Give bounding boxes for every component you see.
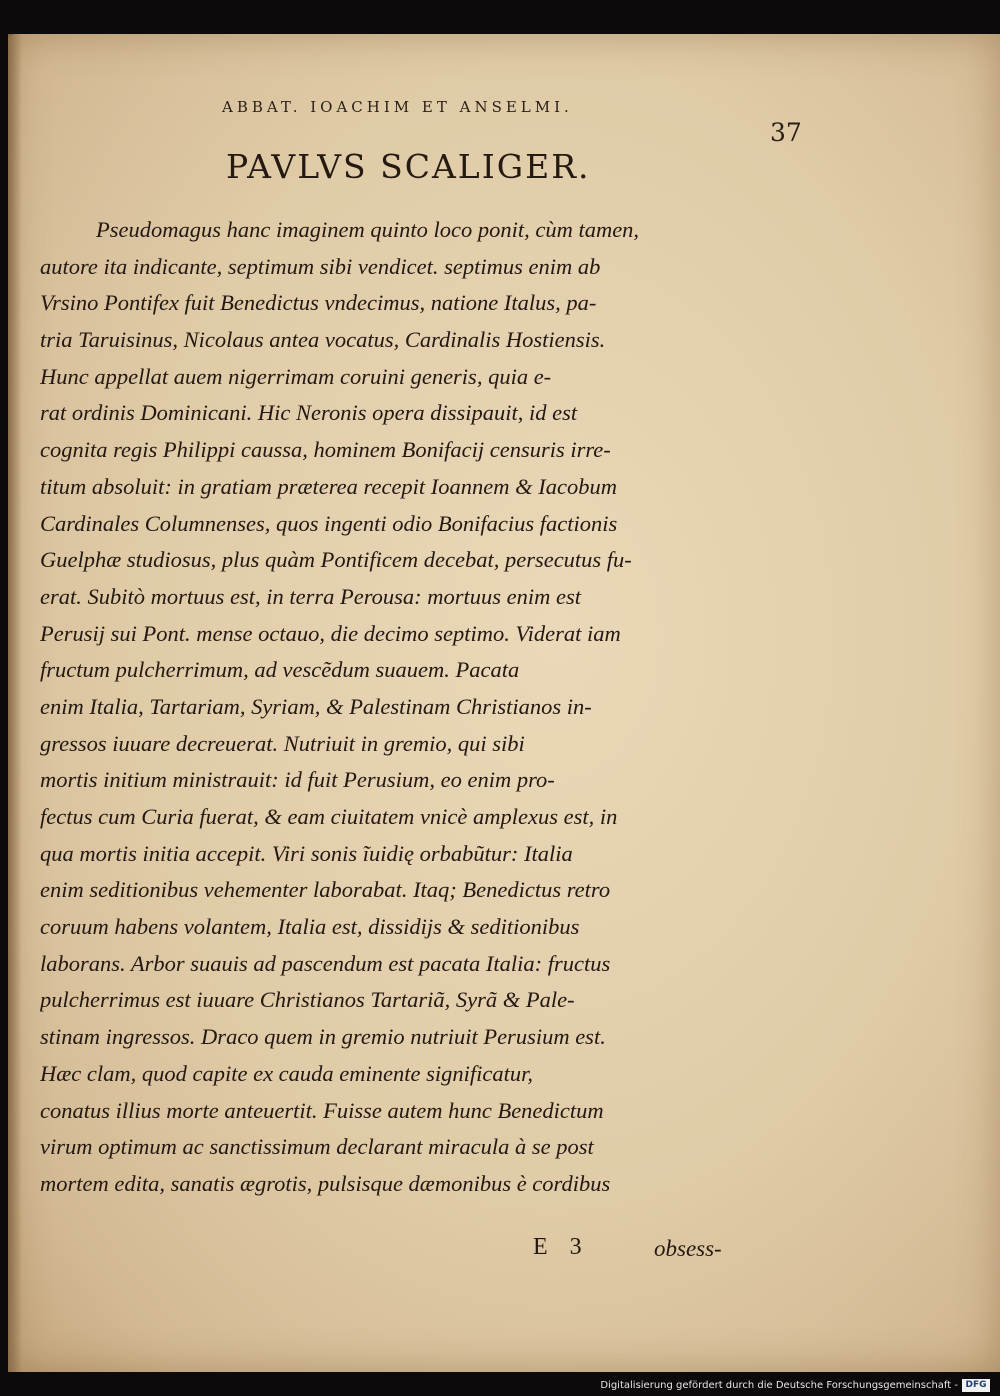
page-gutter-shadow: [8, 34, 22, 1372]
text-line: Pseudomagus hanc imaginem quinto loco ponit, cùm tamen,: [96, 217, 640, 242]
dfg-logo-icon: DFG: [962, 1379, 990, 1392]
catchword: obsess-: [654, 1236, 722, 1261]
text-line: virum optimum ac sanctissimum declarant miracula à se post: [40, 1134, 594, 1160]
text-line: fructum pulcherrimum, ad vescẽdum suauem. Pacata: [40, 657, 520, 683]
text-line: qua mortis initia accepit. Viri sonis ĩuidię orbabũtur: Italia: [40, 840, 573, 866]
text-line: Cardinales Columnenses, quos ingenti odio Bonifacius factionis: [40, 510, 618, 536]
text-line: autore ita indicante, septimum sibi vendicet. septimus enim ab: [40, 253, 601, 279]
text-line: coruum habens volantem, Italia est, dissidijs & seditionibus: [40, 914, 580, 940]
running-head: ABBAT. IOACHIM ET ANSELMI.: [222, 98, 573, 116]
text-line: cognita regis Philippi caussa, hominem Bonifacij censuris irre-: [40, 437, 611, 463]
text-line: conatus illius morte anteuertit. Fuisse autem hunc Benedictum: [40, 1097, 604, 1123]
text-line: gressos iuuare decreuerat. Nutriuit in gremio, qui sibi: [40, 730, 525, 756]
body-text: [40, 212, 780, 1203]
text-line: Vrsino Pontifex fuit Benedictus vndecimus, natione Italus, pa-: [40, 290, 597, 316]
text-line: erat. Subitò mortuus est, in terra Perousa: mortuus enim est: [40, 583, 582, 609]
text-line: laborans. Arbor suauis ad pascendum est pacata Italia: fructus: [40, 950, 611, 976]
text-line: tria Taruisinus, Nicolaus antea vocatus, Cardinalis Hostiensis.: [40, 327, 606, 353]
text-line: stinam ingressos. Draco quem in gremio nutriuit Perusium est.: [40, 1024, 606, 1050]
page-number: 37: [770, 118, 802, 147]
text-line: mortis initium ministrauit: id fuit Perusium, eo enim pro-: [40, 767, 555, 793]
signature-mark: [533, 1234, 582, 1261]
text-line: enim Italia, Tartariam, Syriam, & Palestinam Christianos in-: [40, 693, 592, 719]
text-line: fectus cum Curia fuerat, & eam ciuitatem vnicè amplexus est, in: [40, 804, 618, 829]
text-line: Guelphæ studiosus, plus quàm Pontificem decebat, persecutus fu-: [40, 547, 632, 573]
text-line: Perusij sui Pont. mense octauo, die decimo septimo. Viderat iam: [40, 620, 621, 646]
text-line: mortem edita, sanatis ægrotis, pulsisque dæmonibus è cordibus: [40, 1170, 611, 1196]
text-line: titum absoluit: in gratiam præterea recepit Ioannem & Iacobum: [40, 473, 618, 499]
text-line: Hæc clam, quod capite ex cauda eminente significatur,: [40, 1060, 534, 1086]
funding-notice: Digitalisierung gefördert durch die Deutsche Forschungsgemeinschaft -: [600, 1379, 958, 1391]
text-line: Hunc appellat auem nigerrimam coruini generis, quia e-: [40, 363, 552, 389]
signature-letter: E: [533, 1234, 548, 1260]
signature-number: 3: [569, 1234, 582, 1260]
text-line: rat ordinis Dominicani. Hic Neronis opera dissipauit, id est: [40, 400, 578, 426]
chapter-title: PAVLVS SCALIGER.: [226, 147, 591, 186]
digitization-footer: [600, 1376, 990, 1394]
text-line: pulcherrimus est iuuare Christianos Tartariã, Syrã & Pale-: [40, 987, 575, 1013]
text-line: enim seditionibus vehementer laborabat. Itaq; Benedictus retro: [40, 877, 611, 903]
